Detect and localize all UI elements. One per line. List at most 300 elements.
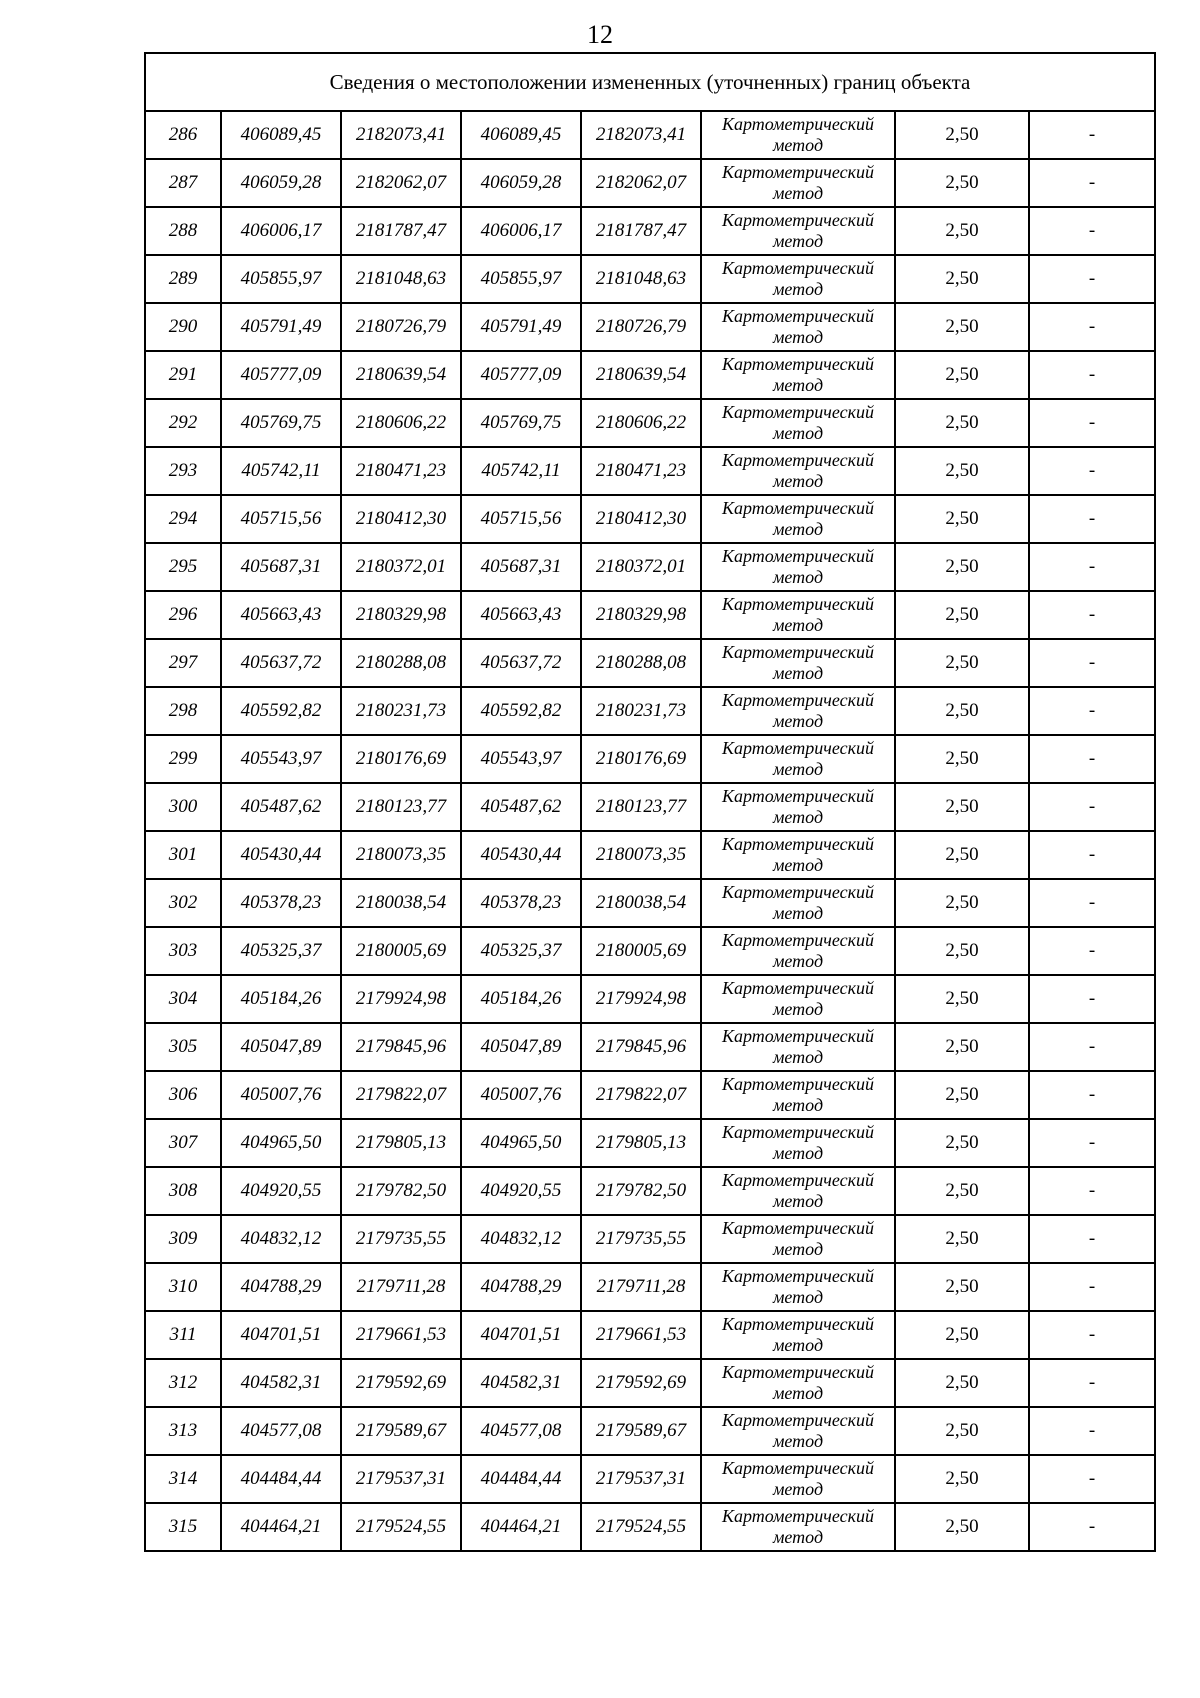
method-line-1: Картометрический <box>721 1458 874 1478</box>
y-refined-cell: 2179589,67 <box>581 1407 701 1455</box>
y-existing-cell: 2181787,47 <box>341 207 461 255</box>
method-line-1: Картометрический <box>721 834 874 854</box>
method-line-2: метод <box>772 567 824 587</box>
method-cell <box>701 1119 895 1167</box>
method-line-2: метод <box>772 1239 824 1259</box>
y-refined-cell: 2180005,69 <box>581 927 701 975</box>
method-cell <box>701 543 895 591</box>
table-row <box>145 111 1155 159</box>
point-number-cell: 294 <box>145 495 221 543</box>
y-existing-cell: 2179589,67 <box>341 1407 461 1455</box>
y-refined-cell: 2181787,47 <box>581 207 701 255</box>
table-row <box>145 1215 1155 1263</box>
table-row <box>145 1407 1155 1455</box>
y-refined-cell: 2179805,13 <box>581 1119 701 1167</box>
x-existing-cell: 405715,56 <box>221 495 341 543</box>
accuracy-cell: 2,50 <box>895 927 1029 975</box>
x-existing-cell: 405742,11 <box>221 447 341 495</box>
method-line-2: метод <box>772 135 824 155</box>
y-refined-cell: 2180412,30 <box>581 495 701 543</box>
accuracy-cell: 2,50 <box>895 735 1029 783</box>
y-existing-cell: 2180038,54 <box>341 879 461 927</box>
method-line-2: метод <box>772 999 824 1019</box>
point-number-cell: 301 <box>145 831 221 879</box>
note-cell: - <box>1029 447 1155 495</box>
x-refined-cell: 405592,82 <box>461 687 581 735</box>
note-cell: - <box>1029 1119 1155 1167</box>
method-cell <box>701 111 895 159</box>
method-cell <box>701 1455 895 1503</box>
x-refined-cell: 405430,44 <box>461 831 581 879</box>
y-existing-cell: 2179592,69 <box>341 1359 461 1407</box>
x-existing-cell: 404920,55 <box>221 1167 341 1215</box>
note-cell: - <box>1029 303 1155 351</box>
table-row <box>145 639 1155 687</box>
accuracy-cell: 2,50 <box>895 639 1029 687</box>
accuracy-cell: 2,50 <box>895 879 1029 927</box>
x-existing-cell: 404464,21 <box>221 1503 341 1551</box>
method-line-1: Картометрический <box>721 162 874 182</box>
accuracy-cell: 2,50 <box>895 591 1029 639</box>
note-cell: - <box>1029 1167 1155 1215</box>
table-row <box>145 1167 1155 1215</box>
accuracy-cell: 2,50 <box>895 1167 1029 1215</box>
note-cell: - <box>1029 879 1155 927</box>
x-refined-cell: 405791,49 <box>461 303 581 351</box>
note-cell: - <box>1029 255 1155 303</box>
accuracy-cell: 2,50 <box>895 399 1029 447</box>
x-refined-cell: 405007,76 <box>461 1071 581 1119</box>
method-cell <box>701 255 895 303</box>
method-line-2: метод <box>772 1191 824 1211</box>
note-cell: - <box>1029 1503 1155 1551</box>
y-existing-cell: 2180073,35 <box>341 831 461 879</box>
y-existing-cell: 2181048,63 <box>341 255 461 303</box>
y-existing-cell: 2180412,30 <box>341 495 461 543</box>
method-line-1: Картометрический <box>721 1314 874 1334</box>
method-line-2: метод <box>772 855 824 875</box>
accuracy-cell: 2,50 <box>895 687 1029 735</box>
point-number-cell: 304 <box>145 975 221 1023</box>
x-refined-cell: 405487,62 <box>461 783 581 831</box>
method-line-2: метод <box>772 615 824 635</box>
y-refined-cell: 2179845,96 <box>581 1023 701 1071</box>
y-existing-cell: 2180606,22 <box>341 399 461 447</box>
method-line-1: Картометрический <box>721 1218 874 1238</box>
y-existing-cell: 2179537,31 <box>341 1455 461 1503</box>
x-refined-cell: 405777,09 <box>461 351 581 399</box>
method-cell <box>701 927 895 975</box>
y-refined-cell: 2180073,35 <box>581 831 701 879</box>
x-refined-cell: 404832,12 <box>461 1215 581 1263</box>
note-cell: - <box>1029 831 1155 879</box>
note-cell: - <box>1029 591 1155 639</box>
x-existing-cell: 406089,45 <box>221 111 341 159</box>
note-cell: - <box>1029 783 1155 831</box>
x-existing-cell: 405592,82 <box>221 687 341 735</box>
note-cell: - <box>1029 1311 1155 1359</box>
method-line-2: метод <box>772 423 824 443</box>
method-cell <box>701 351 895 399</box>
x-refined-cell: 405715,56 <box>461 495 581 543</box>
table-row <box>145 975 1155 1023</box>
point-number-cell: 298 <box>145 687 221 735</box>
table-row <box>145 1119 1155 1167</box>
x-existing-cell: 405663,43 <box>221 591 341 639</box>
y-refined-cell: 2179661,53 <box>581 1311 701 1359</box>
x-existing-cell: 404484,44 <box>221 1455 341 1503</box>
method-cell <box>701 687 895 735</box>
x-existing-cell: 405007,76 <box>221 1071 341 1119</box>
y-refined-cell: 2182062,07 <box>581 159 701 207</box>
x-refined-cell: 405687,31 <box>461 543 581 591</box>
y-existing-cell: 2180231,73 <box>341 687 461 735</box>
y-refined-cell: 2180726,79 <box>581 303 701 351</box>
x-refined-cell: 405543,97 <box>461 735 581 783</box>
method-cell <box>701 447 895 495</box>
point-number-cell: 290 <box>145 303 221 351</box>
y-refined-cell: 2179782,50 <box>581 1167 701 1215</box>
method-line-2: метод <box>772 903 824 923</box>
x-existing-cell: 405325,37 <box>221 927 341 975</box>
table-row <box>145 543 1155 591</box>
table-row <box>145 303 1155 351</box>
x-refined-cell: 404464,21 <box>461 1503 581 1551</box>
table-row <box>145 1263 1155 1311</box>
table-row <box>145 735 1155 783</box>
note-cell: - <box>1029 1263 1155 1311</box>
x-existing-cell: 405047,89 <box>221 1023 341 1071</box>
x-refined-cell: 406059,28 <box>461 159 581 207</box>
method-cell <box>701 735 895 783</box>
method-line-2: метод <box>772 327 824 347</box>
y-refined-cell: 2179735,55 <box>581 1215 701 1263</box>
method-line-1: Картометрический <box>721 690 874 710</box>
x-existing-cell: 405687,31 <box>221 543 341 591</box>
note-cell: - <box>1029 207 1155 255</box>
method-line-1: Картометрический <box>721 1410 874 1430</box>
point-number-cell: 308 <box>145 1167 221 1215</box>
point-number-cell: 310 <box>145 1263 221 1311</box>
method-line-1: Картометрический <box>721 978 874 998</box>
point-number-cell: 314 <box>145 1455 221 1503</box>
y-existing-cell: 2179924,98 <box>341 975 461 1023</box>
method-line-2: метод <box>772 279 824 299</box>
method-cell <box>701 1215 895 1263</box>
note-cell: - <box>1029 351 1155 399</box>
method-cell <box>701 495 895 543</box>
table-row <box>145 255 1155 303</box>
point-number-cell: 299 <box>145 735 221 783</box>
accuracy-cell: 2,50 <box>895 159 1029 207</box>
method-cell <box>701 1263 895 1311</box>
note-cell: - <box>1029 687 1155 735</box>
table-row <box>145 495 1155 543</box>
accuracy-cell: 2,50 <box>895 783 1029 831</box>
x-existing-cell: 405791,49 <box>221 303 341 351</box>
x-existing-cell: 405487,62 <box>221 783 341 831</box>
y-existing-cell: 2180288,08 <box>341 639 461 687</box>
table-row <box>145 1071 1155 1119</box>
method-line-1: Картометрический <box>721 546 874 566</box>
point-number-cell: 307 <box>145 1119 221 1167</box>
y-existing-cell: 2182062,07 <box>341 159 461 207</box>
method-line-1: Картометрический <box>721 594 874 614</box>
table-row <box>145 591 1155 639</box>
method-cell <box>701 303 895 351</box>
point-number-cell: 305 <box>145 1023 221 1071</box>
method-line-1: Картометрический <box>721 786 874 806</box>
table-row <box>145 1359 1155 1407</box>
y-refined-cell: 2180329,98 <box>581 591 701 639</box>
x-refined-cell: 405047,89 <box>461 1023 581 1071</box>
y-existing-cell: 2180123,77 <box>341 783 461 831</box>
method-line-1: Картометрический <box>721 1362 874 1382</box>
note-cell: - <box>1029 1455 1155 1503</box>
point-number-cell: 313 <box>145 1407 221 1455</box>
method-line-2: метод <box>772 1143 824 1163</box>
accuracy-cell: 2,50 <box>895 255 1029 303</box>
method-line-2: метод <box>772 951 824 971</box>
note-cell: - <box>1029 639 1155 687</box>
point-number-cell: 297 <box>145 639 221 687</box>
method-cell <box>701 783 895 831</box>
accuracy-cell: 2,50 <box>895 543 1029 591</box>
x-existing-cell: 404577,08 <box>221 1407 341 1455</box>
method-line-1: Картометрический <box>721 1506 874 1526</box>
x-refined-cell: 405663,43 <box>461 591 581 639</box>
point-number-cell: 292 <box>145 399 221 447</box>
note-cell: - <box>1029 735 1155 783</box>
method-line-1: Картометрический <box>721 642 874 662</box>
method-line-2: метод <box>772 711 824 731</box>
y-refined-cell: 2180372,01 <box>581 543 701 591</box>
note-cell: - <box>1029 543 1155 591</box>
note-cell: - <box>1029 1407 1155 1455</box>
table-row <box>145 879 1155 927</box>
accuracy-cell: 2,50 <box>895 1119 1029 1167</box>
method-line-1: Картометрический <box>721 450 874 470</box>
method-cell <box>701 1167 895 1215</box>
y-existing-cell: 2179524,55 <box>341 1503 461 1551</box>
table-row <box>145 207 1155 255</box>
y-existing-cell: 2182073,41 <box>341 111 461 159</box>
method-line-2: метод <box>772 1431 824 1451</box>
x-refined-cell: 405378,23 <box>461 879 581 927</box>
boundary-coordinates-table <box>144 52 1156 1552</box>
note-cell: - <box>1029 1215 1155 1263</box>
method-line-2: метод <box>772 375 824 395</box>
x-existing-cell: 404582,31 <box>221 1359 341 1407</box>
x-refined-cell: 405855,97 <box>461 255 581 303</box>
accuracy-cell: 2,50 <box>895 831 1029 879</box>
y-existing-cell: 2180639,54 <box>341 351 461 399</box>
method-cell <box>701 1359 895 1407</box>
method-line-1: Картометрический <box>721 882 874 902</box>
method-line-1: Картометрический <box>721 498 874 518</box>
y-refined-cell: 2179537,31 <box>581 1455 701 1503</box>
y-refined-cell: 2180606,22 <box>581 399 701 447</box>
method-line-2: метод <box>772 471 824 491</box>
y-refined-cell: 2180639,54 <box>581 351 701 399</box>
method-line-2: метод <box>772 1383 824 1403</box>
y-existing-cell: 2180005,69 <box>341 927 461 975</box>
method-line-1: Картометрический <box>721 354 874 374</box>
table-caption: Сведения о местоположении измененных (уточненных) границ объекта <box>145 53 1155 111</box>
y-existing-cell: 2180726,79 <box>341 303 461 351</box>
table-caption-row <box>145 53 1155 111</box>
point-number-cell: 300 <box>145 783 221 831</box>
accuracy-cell: 2,50 <box>895 303 1029 351</box>
method-line-2: метод <box>772 1527 824 1547</box>
method-line-2: метод <box>772 759 824 779</box>
point-number-cell: 287 <box>145 159 221 207</box>
method-cell <box>701 1311 895 1359</box>
page-number: 12 <box>587 20 613 49</box>
accuracy-cell: 2,50 <box>895 447 1029 495</box>
table-row <box>145 1503 1155 1551</box>
point-number-cell: 312 <box>145 1359 221 1407</box>
table-row <box>145 159 1155 207</box>
point-number-cell: 291 <box>145 351 221 399</box>
x-existing-cell: 405777,09 <box>221 351 341 399</box>
y-existing-cell: 2179711,28 <box>341 1263 461 1311</box>
note-cell: - <box>1029 495 1155 543</box>
x-refined-cell: 404484,44 <box>461 1455 581 1503</box>
accuracy-cell: 2,50 <box>895 1503 1029 1551</box>
method-line-2: метод <box>772 183 824 203</box>
y-refined-cell: 2179711,28 <box>581 1263 701 1311</box>
accuracy-cell: 2,50 <box>895 1071 1029 1119</box>
method-cell <box>701 1407 895 1455</box>
x-existing-cell: 404701,51 <box>221 1311 341 1359</box>
table-row <box>145 1455 1155 1503</box>
y-existing-cell: 2180329,98 <box>341 591 461 639</box>
y-existing-cell: 2180471,23 <box>341 447 461 495</box>
point-number-cell: 286 <box>145 111 221 159</box>
method-cell <box>701 975 895 1023</box>
y-refined-cell: 2181048,63 <box>581 255 701 303</box>
method-line-2: метод <box>772 1287 824 1307</box>
method-line-2: метод <box>772 1479 824 1499</box>
method-line-2: метод <box>772 663 824 683</box>
table-row <box>145 831 1155 879</box>
point-number-cell: 315 <box>145 1503 221 1551</box>
accuracy-cell: 2,50 <box>895 1263 1029 1311</box>
method-cell <box>701 1071 895 1119</box>
method-line-1: Картометрический <box>721 402 874 422</box>
y-refined-cell: 2179524,55 <box>581 1503 701 1551</box>
y-refined-cell: 2179924,98 <box>581 975 701 1023</box>
x-refined-cell: 405184,26 <box>461 975 581 1023</box>
point-number-cell: 289 <box>145 255 221 303</box>
x-refined-cell: 405325,37 <box>461 927 581 975</box>
method-line-1: Картометрический <box>721 738 874 758</box>
accuracy-cell: 2,50 <box>895 207 1029 255</box>
accuracy-cell: 2,50 <box>895 1215 1029 1263</box>
y-refined-cell: 2180176,69 <box>581 735 701 783</box>
table-row <box>145 1023 1155 1071</box>
accuracy-cell: 2,50 <box>895 1311 1029 1359</box>
x-existing-cell: 405184,26 <box>221 975 341 1023</box>
method-cell <box>701 159 895 207</box>
point-number-cell: 302 <box>145 879 221 927</box>
x-existing-cell: 404788,29 <box>221 1263 341 1311</box>
accuracy-cell: 2,50 <box>895 495 1029 543</box>
table-row <box>145 399 1155 447</box>
accuracy-cell: 2,50 <box>895 111 1029 159</box>
method-cell <box>701 1503 895 1551</box>
x-refined-cell: 405637,72 <box>461 639 581 687</box>
y-existing-cell: 2179822,07 <box>341 1071 461 1119</box>
y-existing-cell: 2179782,50 <box>341 1167 461 1215</box>
method-line-1: Картометрический <box>721 1074 874 1094</box>
note-cell: - <box>1029 1071 1155 1119</box>
method-line-1: Картометрический <box>721 1266 874 1286</box>
x-existing-cell: 405543,97 <box>221 735 341 783</box>
y-existing-cell: 2179845,96 <box>341 1023 461 1071</box>
x-refined-cell: 404788,29 <box>461 1263 581 1311</box>
method-line-1: Картометрический <box>721 114 874 134</box>
method-cell <box>701 399 895 447</box>
accuracy-cell: 2,50 <box>895 975 1029 1023</box>
y-existing-cell: 2179805,13 <box>341 1119 461 1167</box>
note-cell: - <box>1029 975 1155 1023</box>
method-line-1: Картометрический <box>721 258 874 278</box>
y-refined-cell: 2180038,54 <box>581 879 701 927</box>
x-existing-cell: 405637,72 <box>221 639 341 687</box>
x-refined-cell: 406006,17 <box>461 207 581 255</box>
y-refined-cell: 2179822,07 <box>581 1071 701 1119</box>
note-cell: - <box>1029 1359 1155 1407</box>
accuracy-cell: 2,50 <box>895 351 1029 399</box>
y-existing-cell: 2180372,01 <box>341 543 461 591</box>
note-cell: - <box>1029 159 1155 207</box>
y-existing-cell: 2179661,53 <box>341 1311 461 1359</box>
x-refined-cell: 404965,50 <box>461 1119 581 1167</box>
method-cell <box>701 639 895 687</box>
method-cell <box>701 879 895 927</box>
point-number-cell: 295 <box>145 543 221 591</box>
table-row <box>145 1311 1155 1359</box>
x-refined-cell: 404701,51 <box>461 1311 581 1359</box>
y-refined-cell: 2182073,41 <box>581 111 701 159</box>
x-existing-cell: 406059,28 <box>221 159 341 207</box>
method-cell <box>701 831 895 879</box>
note-cell: - <box>1029 399 1155 447</box>
method-line-1: Картометрический <box>721 1170 874 1190</box>
point-number-cell: 309 <box>145 1215 221 1263</box>
y-refined-cell: 2180288,08 <box>581 639 701 687</box>
x-refined-cell: 404577,08 <box>461 1407 581 1455</box>
x-existing-cell: 405378,23 <box>221 879 341 927</box>
point-number-cell: 288 <box>145 207 221 255</box>
y-existing-cell: 2179735,55 <box>341 1215 461 1263</box>
table-row <box>145 351 1155 399</box>
point-number-cell: 296 <box>145 591 221 639</box>
method-line-2: метод <box>772 1047 824 1067</box>
x-existing-cell: 405769,75 <box>221 399 341 447</box>
method-line-1: Картометрический <box>721 1026 874 1046</box>
method-line-1: Картометрический <box>721 930 874 950</box>
note-cell: - <box>1029 111 1155 159</box>
table-row <box>145 687 1155 735</box>
table-row <box>145 927 1155 975</box>
method-line-1: Картометрический <box>721 306 874 326</box>
x-refined-cell: 405742,11 <box>461 447 581 495</box>
point-number-cell: 311 <box>145 1311 221 1359</box>
method-cell <box>701 1023 895 1071</box>
